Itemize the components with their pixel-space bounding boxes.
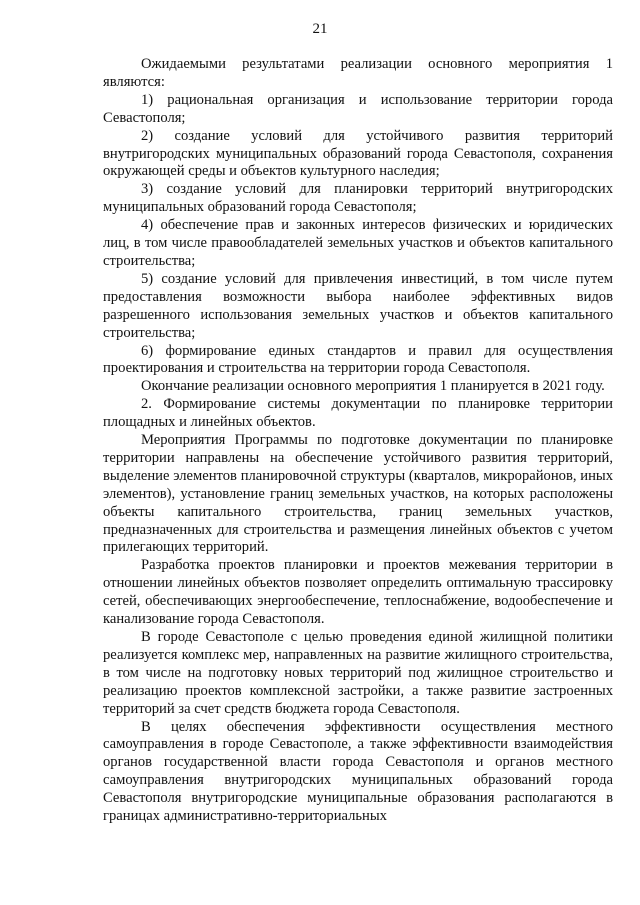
list-item-3: 3) создание условий для планировки территорий внутригородских муниципальных образований города Севастополя; <box>103 181 613 216</box>
list-item-4: 4) обеспечение прав и законных интересов физических и юридических лиц, в том числе правообладателей земельных участков и объектов капитального строительства; <box>103 217 613 269</box>
paragraph-linear-objects: Разработка проектов планировки и проектов межевания территории в отношении линейных объектов позволяет определить оптимальную трассировку сетей, обеспечивающих энергообеспечение, теплоснабжение, водообеспечение и канализование города Севастополя. <box>103 557 613 628</box>
paragraph-housing-policy: В городе Севастополе с целью проведения единой жилищной политики реализуется комплекс мер, направленных на развитие жилищного строительства, в том числе на подготовку новых территорий под жилищное строительство и реализацию проектов комплексной застройки, а также развитие застроенных территорий за счет средств бюджета города Севастополя. <box>103 629 613 717</box>
list-item-2: 2) создание условий для устойчивого развития территорий внутригородских муниципальных образований города Севастополя, сохранения окружающей среды и объектов культурного наследия; <box>103 127 613 180</box>
paragraph-expected-results: Ожидаемыми результатами реализации основного мероприятия 1 являются: <box>103 56 613 90</box>
list-item-6: 6) формирование единых стандартов и правил для осуществления проектирования и строительства на территории города Севастополя. <box>103 342 613 377</box>
list-item-5: 5) создание условий для привлечения инвестиций, в том числе путем предоставления возможности выбора наиболее эффективных видов разрешенного использования земельных участков и объектов капитального строительства; <box>103 270 613 341</box>
paragraph-completion: Окончание реализации основного мероприятия 1 планируется в 2021 году. <box>141 378 605 395</box>
section-heading-2: 2. Формирование системы документации по планировке территории площадных и линейных объектов. <box>103 396 613 431</box>
paragraph-self-government: В целях обеспечения эффективности осуществления местного самоуправления в городе Севастополе, а также эффективности взаимодействия органов государственной власти города Севастополя и органов местного самоуправления внутригородских муниципальных образований города Севастополя внутригородские муниципальные образования располагаются в границах административно-территориальных <box>103 718 613 825</box>
body-text <box>103 56 613 826</box>
page-number: 21 <box>312 21 328 37</box>
list-item-1: 1) рациональная организация и использование территории города Севастополя; <box>103 91 613 126</box>
paragraph-program-measures: Мероприятия Программы по подготовке документации по планировке территории направлены на обеспечение устойчивого развития территорий, выделение элементов планировочной структуры (кварталов, микрорайонов, иных элементов), установление границ земельных участков, на которых расположены объекты капитального строительства, границ земельных участков, предназначенных для строительства и размещения линейных объектов с учетом прилегающих территорий. <box>103 432 613 556</box>
